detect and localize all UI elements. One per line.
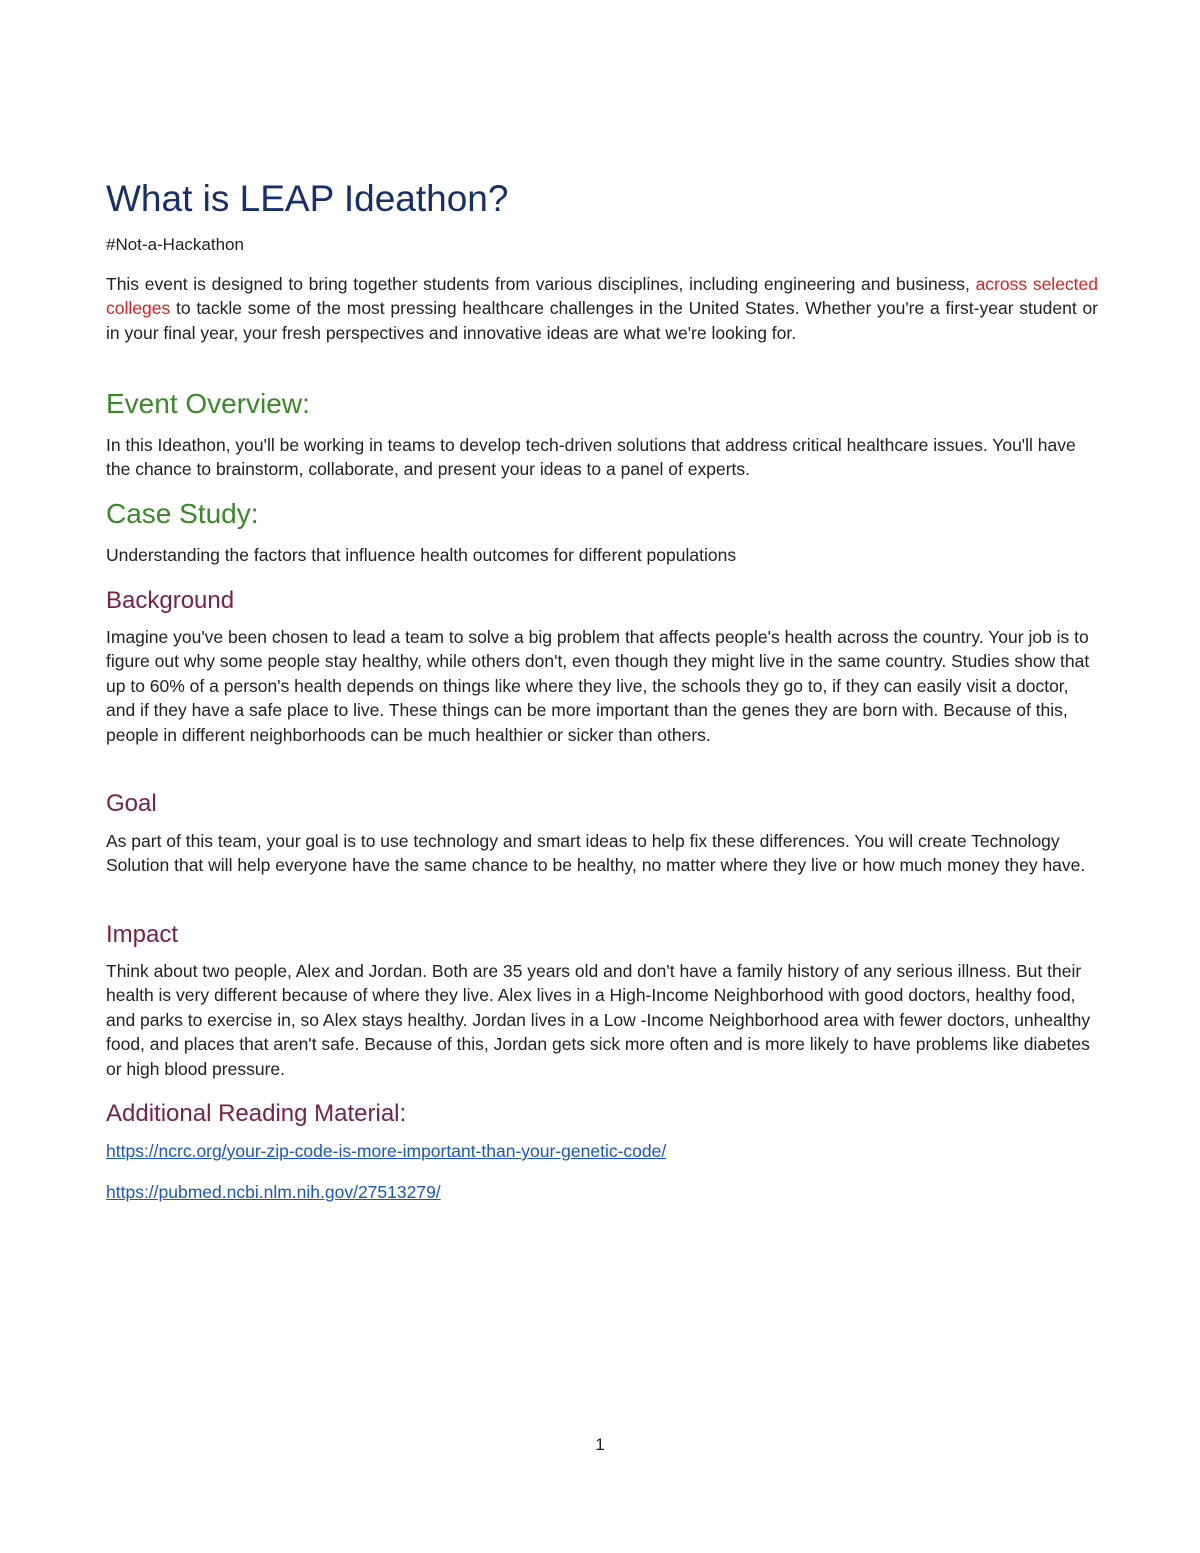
goal-body: As part of this team, your goal is to use technology and smart ideas to help fix these differences. You will create Technology Solution that will help everyone have the same chance to be healthy, no matter where they live or how much money they have. [106,831,1086,876]
hashtag-subtitle: #Not-a-Hackathon [106,235,244,254]
intro-highlight: across selected colleges [106,274,1098,319]
additional-reading-heading: Additional Reading Material: [106,1100,407,1127]
reading-link-ncrc[interactable]: https://ncrc.org/your-zip-code-is-more-important-than-your-genetic-code/ [106,1141,667,1161]
case-study-body: Understanding the factors that influence health outcomes for different populations [106,545,737,565]
event-overview-heading: Event Overview: [106,388,310,419]
page-title: What is LEAP Ideathon? [106,178,509,219]
intro-text-part2: to tackle some of the most pressing healthcare challenges in the United States. Whether you're a first-year student or in your final year, your fresh perspectives and innovative ideas are what we're looking for. [106,298,1098,343]
impact-body: Think about two people, Alex and Jordan. Both are 35 years old and don't have a family history of any serious illness. But their health is very different because of where they live. Alex lives in a High-Income Neighborhood with good doctors, healthy food, and parks to exercise in, so Alex stays healthy. Jordan lives in a Low -Income Neighborhood area with fewer doctors, unhealthy food, and places that aren't safe. Because of this, Jordan gets sick more often and is more likely to have problems like diabetes or high blood pressure. [106,961,1091,1079]
background-body: Imagine you've been chosen to lead a team to solve a big problem that affects people's health across the country. Your job is to figure out why some people stay healthy, while others don't, even though they might live in the same country. Studies show that up to 60% of a person's health depends on things like where they live, the schools they go to, if they can easily visit a doctor, and if they have a safe place to live. These things can be more important than the genes they are born with. Because of this, people in different neighborhoods can be much healthier or sicker than others. [106,627,1090,745]
reading-link-pubmed[interactable]: https://pubmed.ncbi.nlm.nih.gov/27513279/ [106,1182,441,1202]
event-overview-body: In this Ideathon, you'll be working in teams to develop tech-driven solutions that address critical healthcare issues. You'll have the chance to brainstorm, collaborate, and present your ideas to a panel of experts. [106,435,1076,480]
intro-paragraph [106,272,1098,345]
impact-heading: Impact [106,921,179,948]
intro-text-part1: This event is designed to bring together students from various disciplines, including engineering and business, [106,274,976,294]
goal-heading: Goal [106,790,157,817]
case-study-heading: Case Study: [106,498,259,529]
page-number: 1 [595,1435,605,1454]
background-heading: Background [106,587,235,614]
